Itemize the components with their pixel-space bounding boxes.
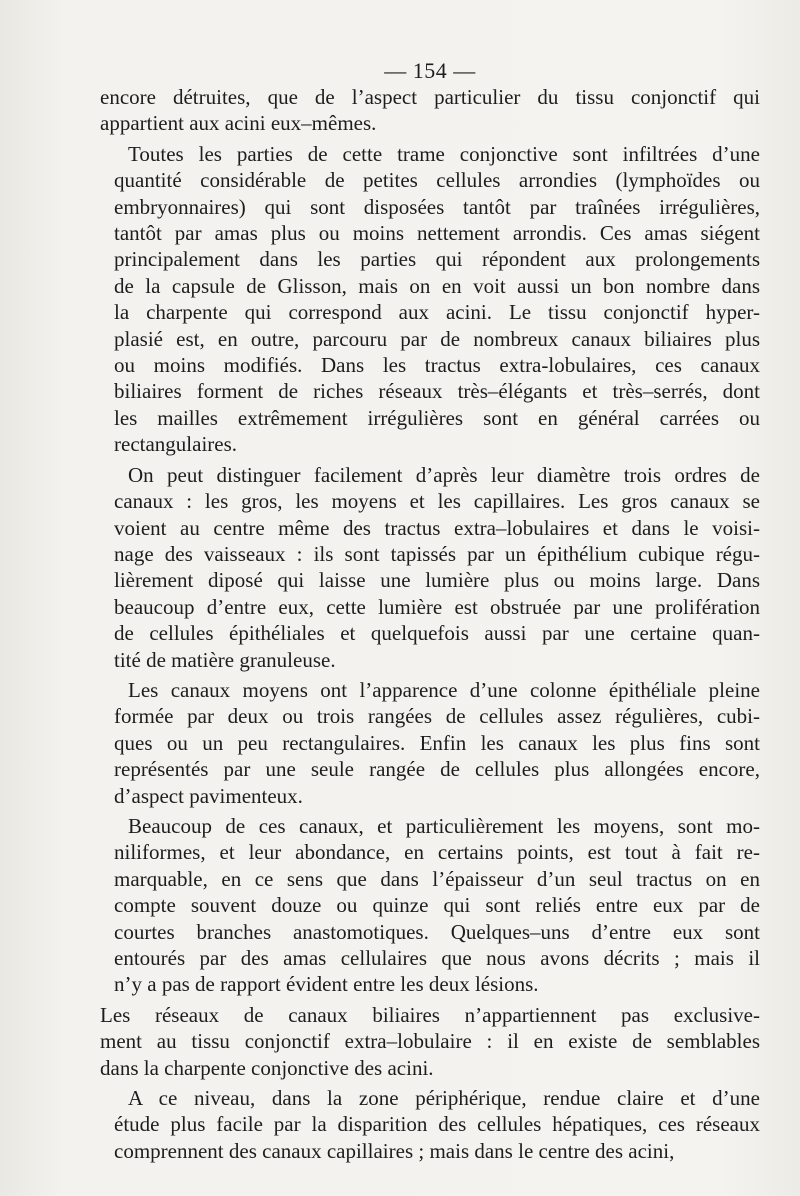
text-line: dans la charpente conjonctive des acini.	[100, 1055, 434, 1080]
text-line: ques ou un peu rectangulaires. Enfin les canaux les plus fins sont	[114, 730, 760, 755]
text-line: étude plus facile par la disparition des cellules hépatiques, ces réseaux	[114, 1112, 760, 1137]
text-line: canaux : les gros, les moyens et les capillaires. Les gros canaux se	[114, 489, 760, 514]
text-line: les mailles extrêmement irrégulières sont en général carrées ou	[114, 405, 760, 430]
body-text	[100, 84, 760, 1168]
paragraph	[100, 1085, 760, 1164]
text-line: encore détruites, que de l’aspect particulier du tissu conjonctif qui	[100, 85, 760, 109]
text-line: On peut distinguer facilement d’après leur diamètre trois ordres de	[128, 462, 760, 487]
text-line: Les canaux moyens ont l’apparence d’une colonne épithéliale pleine	[128, 677, 760, 702]
text-line: d’aspect pavimenteux.	[114, 783, 303, 808]
text-line: marquable, en ce sens que dans l’épaisseur d’un seul tractus on en	[114, 866, 760, 891]
text-line: compte souvent douze ou quinze qui sont reliés entre eux par de	[114, 893, 760, 918]
text-line: lièrement diposé qui laisse une lumière plus ou moins large. Dans	[114, 568, 760, 593]
paragraph	[100, 1002, 760, 1081]
text-line: entourés par des amas cellulaires que nous avons décrits ; mais il	[114, 946, 760, 970]
text-line: rectangulaires.	[114, 432, 238, 457]
paragraph	[100, 84, 760, 137]
text-line: Beaucoup de ces canaux, et particulièrement les moyens, sont mo-	[128, 813, 760, 838]
text-line: voient au centre même des tractus extra–lobulaires et dans le voisi-	[114, 515, 760, 540]
text-line: embryonnaires) qui sont disposées tantôt par traînées irrégulières,	[114, 194, 760, 219]
text-line: beaucoup d’entre eux, cette lumière est obstruée par une prolifération	[114, 594, 760, 619]
text-line: principalement dans les parties qui répondent aux prolongements	[114, 247, 760, 272]
text-line: courtes branches anastomotiques. Quelques–uns d’entre eux sont	[114, 919, 760, 944]
text-line: quantité considérable de petites cellules arrondies (lymphoïdes ou	[114, 168, 760, 193]
text-line: niliformes, et leur abondance, en certains points, est tout à fait re-	[114, 840, 760, 865]
paragraph	[100, 813, 760, 998]
text-line: représentés par une seule rangée de cellules plus allongées encore,	[114, 757, 760, 782]
text-line: la charpente qui correspond aux acini. Le tissu conjonctif hyper-	[114, 300, 760, 325]
text-line: n’y a pas de rapport évident entre les deux lésions.	[114, 972, 539, 997]
text-line: appartient aux acini eux–mêmes.	[100, 111, 377, 136]
text-line: tité de matière granuleuse.	[114, 647, 336, 672]
paragraph	[100, 462, 760, 673]
text-line: ou moins modifiés. Dans les tractus extra-lobulaires, ces canaux	[114, 353, 760, 378]
text-line: ment au tissu conjonctif extra–lobulaire : il en existe de semblables	[100, 1029, 760, 1054]
text-line: de cellules épithéliales et quelquefois aussi par une certaine quan-	[114, 621, 760, 646]
text-line: comprennent des canaux capillaires ; mais dans le centre des acini,	[114, 1138, 675, 1163]
text-line: nage des vaisseaux : ils sont tapissés par un épithélium cubique régu-	[114, 541, 760, 566]
text-line: Toutes les parties de cette trame conjonctive sont infiltrées d’une	[128, 141, 760, 166]
text-line: formée par deux ou trois rangées de cellules assez régulières, cubi-	[114, 704, 760, 729]
text-line: Les réseaux de canaux biliaires n’appartiennent pas exclusive-	[100, 1002, 760, 1027]
page-number: — 154 —	[384, 58, 476, 83]
paragraph	[100, 677, 760, 809]
text-line: de la capsule de Glisson, mais on en voit aussi un bon nombre dans	[114, 273, 760, 298]
text-line: biliaires forment de riches réseaux très–élégants et très–serrés, dont	[114, 379, 760, 404]
paragraph	[100, 141, 760, 458]
text-line: plasié est, en outre, parcouru par de nombreux canaux biliaires plus	[114, 326, 760, 351]
text-line: A ce niveau, dans la zone périphérique, rendue claire et d’une	[128, 1086, 760, 1111]
text-line: tantôt par amas plus ou moins nettement arrondis. Ces amas siégent	[114, 221, 760, 246]
